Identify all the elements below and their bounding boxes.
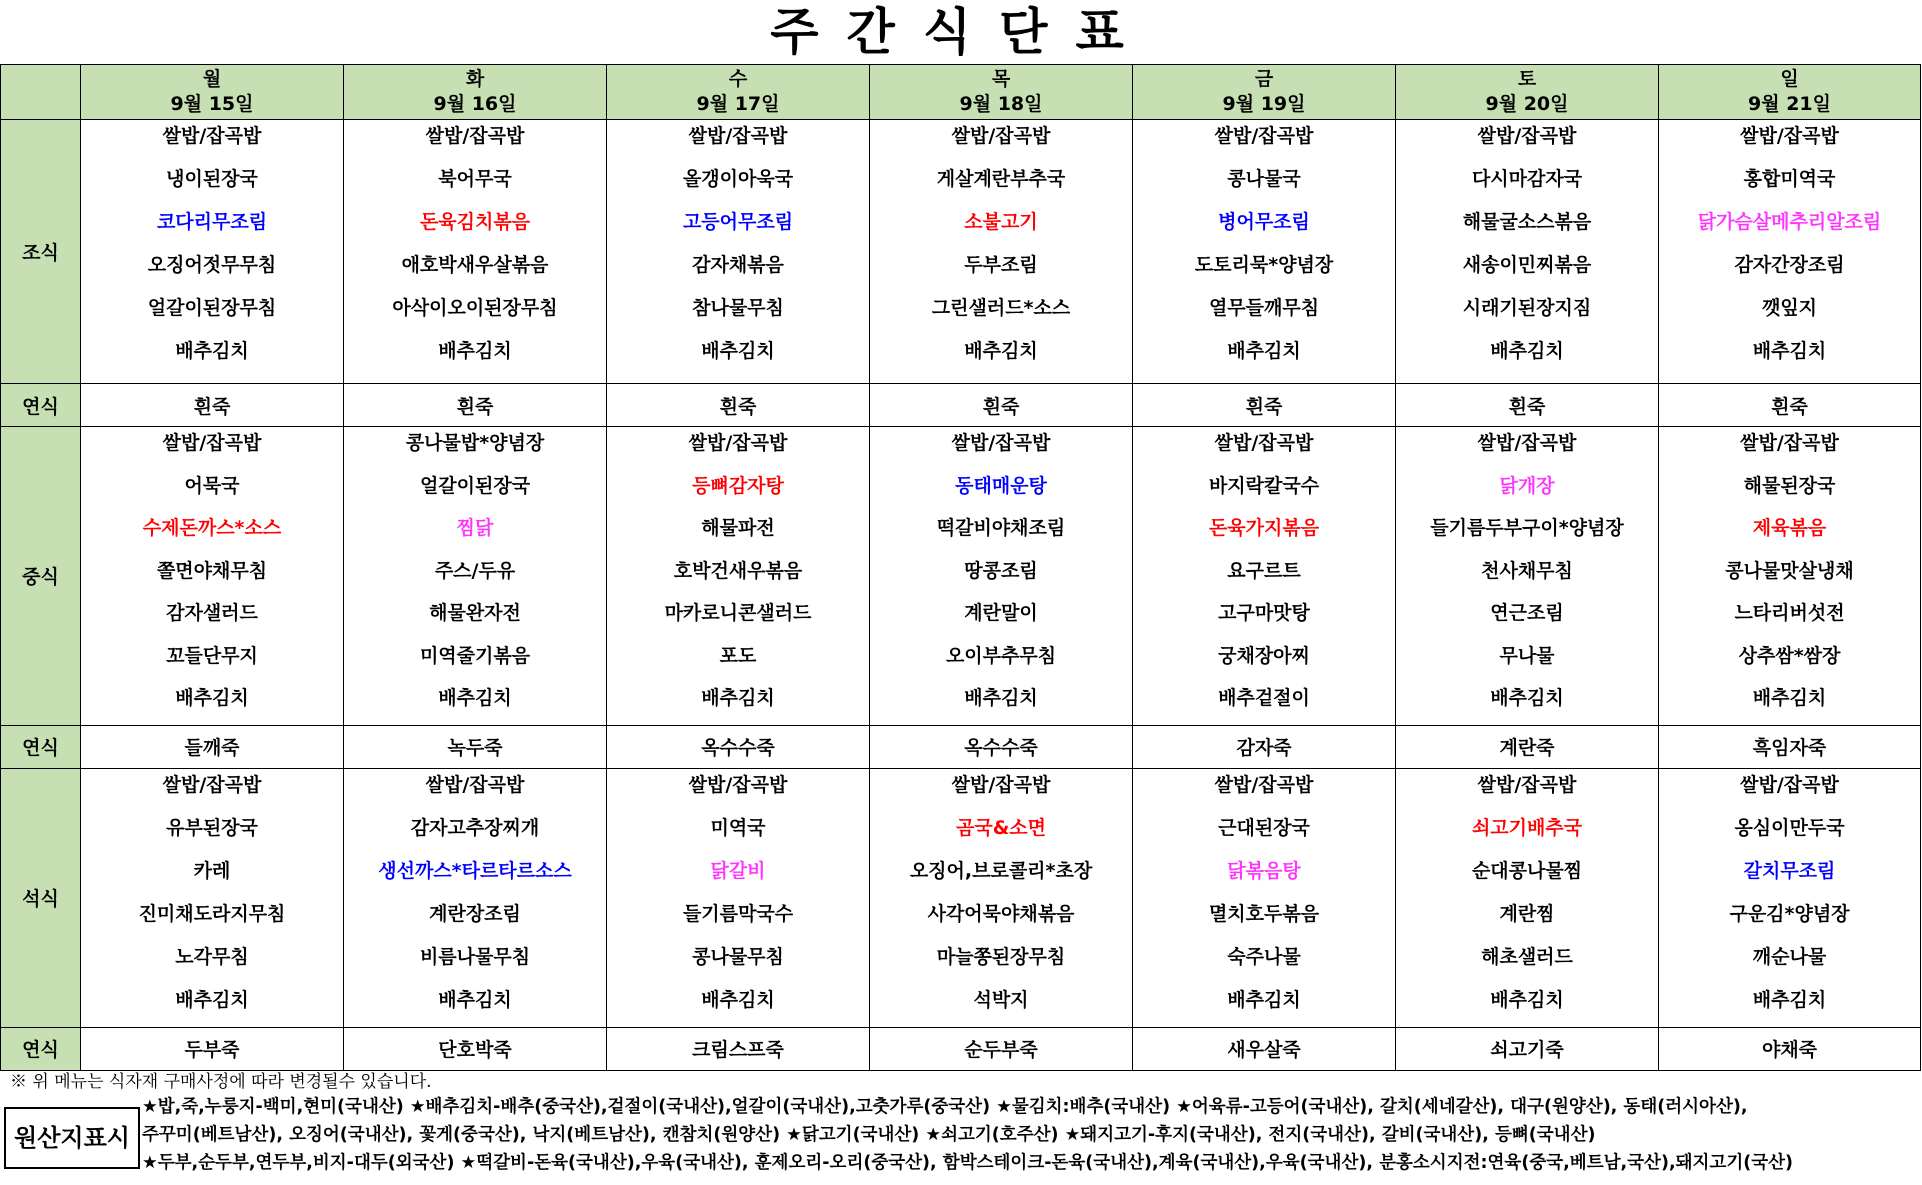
menu-item: 배추겉절이 xyxy=(1218,687,1310,709)
menu-item: 무나물 xyxy=(1499,644,1555,667)
menu-item: 배추김치 xyxy=(701,340,775,362)
menu-item: 숙주나물 xyxy=(1227,945,1301,968)
snack-item: 녹두죽 xyxy=(344,725,607,768)
menu-item: 배추김치 xyxy=(175,340,249,362)
menu-item: 닭가슴살메추리알조림 xyxy=(1697,211,1882,233)
meal-label-snack: 연식 xyxy=(1,725,81,768)
menu-item: 해초샐러드 xyxy=(1481,945,1573,968)
menu-item: 배추김치 xyxy=(1752,340,1827,362)
snack-item: 두부죽 xyxy=(81,1027,344,1070)
menu-item: 얼갈이된장무침 xyxy=(147,297,277,319)
snack-row xyxy=(1,384,1921,427)
menu-item: 도토리묵*양념장 xyxy=(1194,254,1334,276)
breakfast-row xyxy=(1,120,1921,384)
menu-item: 포도 xyxy=(719,644,757,667)
menu-item: 쇠고기배추국 xyxy=(1471,816,1583,839)
menu-item: 노각무침 xyxy=(175,945,249,968)
menu-item: 궁채장아찌 xyxy=(1218,644,1310,667)
menu-item: 북어무국 xyxy=(438,168,512,190)
menu-cell xyxy=(607,768,870,1027)
snack-item: 감자죽 xyxy=(1133,725,1396,768)
snack-row xyxy=(1,1027,1921,1070)
day-header-row xyxy=(1,65,1921,120)
snack-row xyxy=(1,725,1921,768)
snack-item: 흰죽 xyxy=(1133,384,1396,427)
meal-label-snack: 연식 xyxy=(1,1027,81,1070)
snack-item: 들깨죽 xyxy=(81,725,344,768)
menu-item: 해물파전 xyxy=(701,517,775,539)
menu-item: 쌀밥/잡곡밥 xyxy=(162,125,262,147)
menu-item: 배추김치 xyxy=(1752,988,1827,1011)
menu-item: 유부된장국 xyxy=(166,816,258,839)
menu-item: 콩나물국 xyxy=(1227,168,1301,190)
menu-item: 배추김치 xyxy=(1227,340,1301,362)
menu-item: 쌀밥/잡곡밥 xyxy=(688,125,788,147)
menu-item: 주스/두유 xyxy=(434,559,516,582)
menu-cell xyxy=(344,120,607,384)
menu-cell xyxy=(1396,120,1659,384)
menu-item: 쌀밥/잡곡밥 xyxy=(688,773,788,796)
menu-item: 두부조림 xyxy=(964,254,1038,276)
menu-item: 옹심이만두국 xyxy=(1734,816,1845,839)
menu-item: 계란말이 xyxy=(964,602,1038,624)
snack-item: 흰죽 xyxy=(1659,384,1921,427)
menu-item: 감자샐러드 xyxy=(166,602,258,624)
menu-item: 홍합미역국 xyxy=(1743,168,1836,190)
menu-item: 등뼈감자탕 xyxy=(692,474,784,497)
menu-item: 미역국 xyxy=(710,816,766,839)
lunch-row xyxy=(1,427,1921,726)
snack-item: 흰죽 xyxy=(1396,384,1659,427)
menu-item: 감자채볶음 xyxy=(692,254,784,276)
snack-item: 옥수수죽 xyxy=(870,725,1133,768)
menu-item: 배추김치 xyxy=(175,687,249,709)
menu-item: 참나물무침 xyxy=(692,297,784,319)
menu-item: 어묵국 xyxy=(184,474,240,497)
menu-cell xyxy=(870,120,1133,384)
menu-item: 아삭이오이된장무침 xyxy=(392,297,558,319)
menu-item: 들기름막국수 xyxy=(682,902,794,925)
menu-item: 땅콩조림 xyxy=(964,559,1038,582)
menu-item: 석박지 xyxy=(973,988,1029,1011)
menu-item: 바지락칼국수 xyxy=(1208,474,1320,497)
menu-item: 콩나물밥*양념장 xyxy=(405,432,545,454)
menu-item: 근대된장국 xyxy=(1218,816,1310,839)
menu-item: 코다리무조림 xyxy=(156,211,268,233)
menu-item: 애호박새우살볶음 xyxy=(401,254,549,276)
menu-item: 오징어,브로콜리*초장 xyxy=(909,859,1093,882)
menu-item: 돈육김치볶음 xyxy=(419,211,531,233)
meal-label-breakfast: 조식 xyxy=(1,120,81,384)
menu-item: 쌀밥/잡곡밥 xyxy=(162,773,262,796)
menu-item: 깨순나물 xyxy=(1752,945,1827,968)
day-header: 토 9월 20일 xyxy=(1396,65,1659,120)
menu-item: 느타리버섯전 xyxy=(1734,602,1845,624)
menu-item: 배추김치 xyxy=(1490,687,1564,709)
menu-item: 요구르트 xyxy=(1227,559,1301,582)
menu-item: 콩나물맛살냉채 xyxy=(1725,559,1854,582)
menu-item: 콩나물무침 xyxy=(692,945,784,968)
menu-item: 쌀밥/잡곡밥 xyxy=(1214,432,1314,454)
menu-cell xyxy=(1133,427,1396,726)
menu-item: 계란찜 xyxy=(1499,902,1555,925)
menu-item: 제육볶음 xyxy=(1752,517,1827,539)
menu-item: 동태매운탕 xyxy=(955,474,1047,497)
origin-text xyxy=(142,1093,1920,1177)
menu-item: 얼갈이된장국 xyxy=(419,474,531,497)
menu-item: 닭개장 xyxy=(1499,474,1555,497)
menu-item: 돈육가지볶음 xyxy=(1208,517,1320,539)
menu-item: 쌀밥/잡곡밥 xyxy=(951,125,1051,147)
menu-item: 고구마맛탕 xyxy=(1218,602,1310,624)
menu-item: 연근조림 xyxy=(1490,602,1564,624)
snack-item: 흰죽 xyxy=(607,384,870,427)
menu-item: 마카로니콘샐러드 xyxy=(664,602,812,624)
snack-item: 옥수수죽 xyxy=(607,725,870,768)
menu-item: 쌀밥/잡곡밥 xyxy=(1214,773,1314,796)
menu-item: 쫄면야채무침 xyxy=(156,559,268,582)
snack-item: 크림스프죽 xyxy=(607,1027,870,1070)
menu-item: 멸치호두볶음 xyxy=(1208,902,1320,925)
menu-item: 진미채도라지무침 xyxy=(138,902,286,925)
menu-cell xyxy=(1133,120,1396,384)
menu-item: 쌀밥/잡곡밥 xyxy=(1214,125,1314,147)
menu-item: 들기름두부구이*양념장 xyxy=(1430,517,1624,539)
menu-item: 배추김치 xyxy=(964,340,1038,362)
dinner-row xyxy=(1,768,1921,1027)
page-title: 주간식단표 xyxy=(770,3,1152,61)
origin-line: ★두부,순두부,연두부,비지-대두(외국산) ★떡갈비-돈육(국내산),우육(국내산), 훈제오리-오리(중국산), 함박스테이크-돈육(국내산),계육(국내산),우육(국내산), 분홍소시지전:연육(중국,베트남,국산),돼지고기(국산) xyxy=(142,1153,1794,1173)
menu-item: 수제돈까스*소스 xyxy=(142,517,282,539)
menu-item: 닭갈비 xyxy=(710,859,766,882)
menu-cell xyxy=(1659,768,1921,1027)
menu-cell xyxy=(870,768,1133,1027)
menu-item: 그린샐러드*소스 xyxy=(931,297,1071,319)
snack-item: 순두부죽 xyxy=(870,1027,1133,1070)
menu-cell xyxy=(81,768,344,1027)
day-header: 목 9월 18일 xyxy=(870,65,1133,120)
meal-label-snack: 연식 xyxy=(1,384,81,427)
menu-item: 닭볶음탕 xyxy=(1227,859,1301,882)
menu-cell xyxy=(1133,768,1396,1027)
snack-item: 흰죽 xyxy=(870,384,1133,427)
menu-item: 곰국&소면 xyxy=(956,816,1046,839)
menu-item: 배추김치 xyxy=(1227,988,1301,1011)
menu-item: 쌀밥/잡곡밥 xyxy=(1740,773,1839,796)
menu-cell xyxy=(607,120,870,384)
day-header: 월 9월 15일 xyxy=(81,65,344,120)
menu-cell xyxy=(344,768,607,1027)
menu-item: 계란장조림 xyxy=(429,902,521,925)
day-header: 금 9월 19일 xyxy=(1133,65,1396,120)
menu-item: 오이부추무침 xyxy=(945,644,1057,667)
menu-item: 쌀밥/잡곡밥 xyxy=(1477,432,1577,454)
menu-item: 쌀밥/잡곡밥 xyxy=(1740,432,1839,454)
menu-item: 소불고기 xyxy=(964,211,1038,233)
origin-section xyxy=(0,1093,1922,1185)
menu-cell xyxy=(1396,427,1659,726)
menu-item: 쌀밥/잡곡밥 xyxy=(1740,125,1839,147)
origin-line: ★밥,죽,누룽지-백미,현미(국내산) ★배추김치-배추(중국산),겉절이(국내산),얼갈이(국내산),고춧가루(중국산) ★물김치:배추(국내산) ★어육류-고등어(국내산), 갈치(세네갈산), 대구(원양산), 동태(러시아산), xyxy=(142,1097,1748,1117)
menu-item: 배추김치 xyxy=(175,988,249,1011)
menu-item: 올갱이아욱국 xyxy=(682,168,794,190)
menu-item: 상추쌈*쌈장 xyxy=(1738,644,1841,667)
menu-cell xyxy=(870,427,1133,726)
menu-item: 쌀밥/잡곡밥 xyxy=(1477,773,1577,796)
menu-cell xyxy=(1659,120,1921,384)
weekly-menu-table xyxy=(0,64,1921,1071)
menu-cell xyxy=(81,120,344,384)
menu-item: 카레 xyxy=(193,859,231,882)
snack-item: 흰죽 xyxy=(81,384,344,427)
day-header: 화 9월 16일 xyxy=(344,65,607,120)
menu-item: 갈치무조림 xyxy=(1743,859,1836,882)
menu-item: 비름나물무침 xyxy=(419,945,531,968)
menu-item: 미역줄기볶음 xyxy=(419,644,531,667)
menu-item: 순대콩나물찜 xyxy=(1471,859,1583,882)
snack-item: 계란죽 xyxy=(1396,725,1659,768)
menu-item: 구운김*양념장 xyxy=(1729,902,1850,925)
menu-item: 생선까스*타르타르소스 xyxy=(378,859,572,882)
menu-item: 배추김치 xyxy=(438,687,512,709)
snack-item: 새우살죽 xyxy=(1133,1027,1396,1070)
menu-item: 시래기된장지짐 xyxy=(1462,297,1592,319)
menu-item: 쌀밥/잡곡밥 xyxy=(425,125,525,147)
menu-item: 감자간장조림 xyxy=(1734,254,1845,276)
snack-item: 단호박죽 xyxy=(344,1027,607,1070)
menu-item: 배추김치 xyxy=(1490,340,1564,362)
menu-item: 떡갈비야채조림 xyxy=(936,517,1066,539)
origin-line: 주꾸미(베트남산), 오징어(국내산), 꽃게(중국산), 낙지(베트남산), 캔참치(원양산) ★닭고기(국내산) ★쇠고기(호주산) ★돼지고기-후지(국내산), 전지(국내산), 갈비(국내산), 등뼈(국내산) xyxy=(142,1125,1596,1145)
menu-item: 배추김치 xyxy=(438,340,512,362)
menu-item: 쌀밥/잡곡밥 xyxy=(1477,125,1577,147)
menu-item: 마늘쫑된장무침 xyxy=(936,945,1066,968)
snack-item: 흰죽 xyxy=(344,384,607,427)
menu-item: 찜닭 xyxy=(456,517,494,539)
day-header: 수 9월 17일 xyxy=(607,65,870,120)
menu-item: 쌀밥/잡곡밥 xyxy=(951,432,1051,454)
menu-item: 해물굴소스볶음 xyxy=(1462,211,1592,233)
menu-item: 게살계란부추국 xyxy=(936,168,1066,190)
snack-item: 쇠고기죽 xyxy=(1396,1027,1659,1070)
menu-cell xyxy=(1659,427,1921,726)
menu-cell xyxy=(344,427,607,726)
header-corner xyxy=(1,65,81,120)
menu-item: 냉이된장국 xyxy=(166,168,258,190)
menu-item: 배추김치 xyxy=(1752,687,1827,709)
menu-item: 새송이민찌볶음 xyxy=(1462,254,1592,276)
menu-item: 병어무조림 xyxy=(1218,211,1310,233)
menu-item: 호박건새우볶음 xyxy=(673,559,803,582)
snack-item: 야채죽 xyxy=(1659,1027,1921,1070)
menu-item: 사각어묵야채볶음 xyxy=(927,902,1075,925)
menu-cell xyxy=(81,427,344,726)
menu-item: 고등어무조림 xyxy=(682,211,794,233)
origin-label: 원산지표시 xyxy=(4,1107,140,1169)
menu-item: 열무들깨무침 xyxy=(1208,297,1320,319)
snack-item: 흑임자죽 xyxy=(1659,725,1921,768)
menu-item: 쌀밥/잡곡밥 xyxy=(425,773,525,796)
menu-item: 쌀밥/잡곡밥 xyxy=(951,773,1051,796)
menu-item: 배추김치 xyxy=(701,988,775,1011)
menu-item: 쌀밥/잡곡밥 xyxy=(162,432,262,454)
menu-item: 해물된장국 xyxy=(1743,474,1836,497)
day-header: 일 9월 21일 xyxy=(1659,65,1921,120)
menu-item: 깻잎지 xyxy=(1761,297,1818,319)
meal-label-lunch: 중식 xyxy=(1,427,81,726)
menu-item: 다시마감자국 xyxy=(1471,168,1583,190)
menu-item: 배추김치 xyxy=(964,687,1038,709)
menu-item: 쌀밥/잡곡밥 xyxy=(688,432,788,454)
menu-cell xyxy=(1396,768,1659,1027)
menu-item: 배추김치 xyxy=(701,687,775,709)
menu-change-notice: ※ 위 메뉴는 식자재 구매사정에 따라 변경될수 있습니다. xyxy=(10,1072,432,1092)
menu-item: 감자고추장찌개 xyxy=(410,816,540,839)
menu-cell xyxy=(607,427,870,726)
menu-item: 꼬들단무지 xyxy=(166,644,258,667)
menu-item: 해물완자전 xyxy=(429,602,521,624)
menu-item: 배추김치 xyxy=(438,988,512,1011)
menu-item: 오징어젓무무침 xyxy=(147,254,277,276)
meal-label-dinner: 석식 xyxy=(1,768,81,1027)
menu-item: 배추김치 xyxy=(1490,988,1564,1011)
menu-item: 천사채무침 xyxy=(1481,559,1573,582)
